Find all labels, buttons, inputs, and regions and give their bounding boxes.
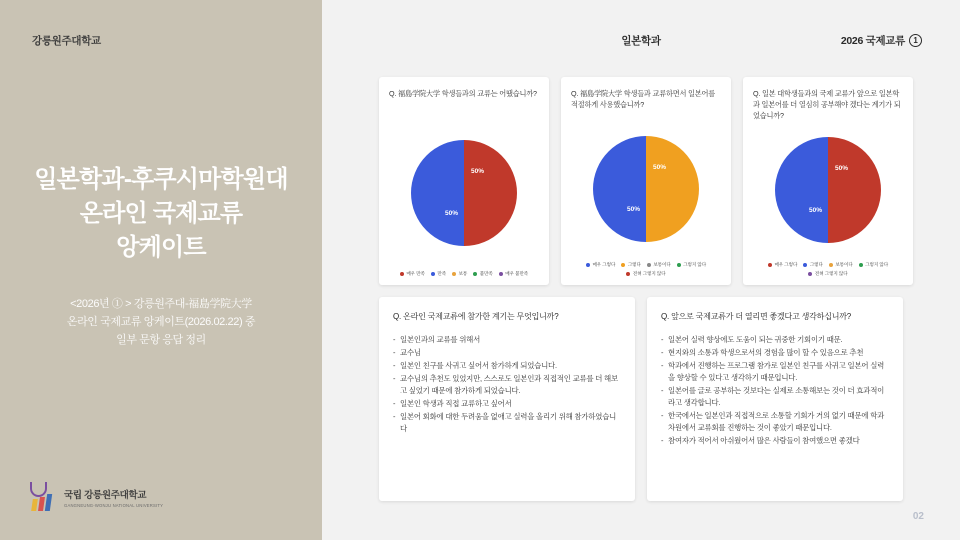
list-item: - 참여자가 적어서 아쉬웠어서 많은 사람들이 참여했으면 좋겠다 <box>661 435 889 447</box>
legend-item <box>829 262 853 268</box>
legend-label: 불만족 <box>479 271 493 276</box>
legend-label: 매우 그렇다 <box>592 262 616 267</box>
page-subtitle-line2: 온라인 국제교류 앙케이트(2026.02.22) 중 <box>66 315 256 328</box>
text-card-question: Q. 온라인 국제교류에 참가한 계기는 무엇입니까? <box>393 312 559 321</box>
header-right-title: 2026 국제교류 <box>840 35 905 47</box>
legend-label: 그렇다 <box>809 262 823 267</box>
pie-slice-label: 50% <box>445 210 459 217</box>
pie-shape <box>775 137 881 243</box>
list-item: - 교수님의 추천도 있었지만, 스스로도 일본인과 직접적인 교류를 더 해보고 싶었기 때문에 참가하게 되었습니다. <box>393 373 621 397</box>
legend-item <box>808 271 847 277</box>
legend-item <box>499 271 528 277</box>
pie-slice-label: 50% <box>627 205 641 213</box>
list-item: - 일본어 실력 향상에도 도움이 되는 귀중한 기회이기 때문. <box>661 334 889 346</box>
legend-item <box>803 262 823 268</box>
legend-item <box>768 262 797 268</box>
header-bar <box>322 33 960 49</box>
pie-chart <box>753 121 903 258</box>
list-item: - 학과에서 진행하는 프로그램 참가로 일본인 친구를 사귀고 일본어 실력을 향상할 수 있다고 생각하기 때문입니다. <box>661 360 889 384</box>
text-cards-row <box>379 297 903 501</box>
list-item: - 현지와의 소통과 학생으로서의 경험을 많이 할 수 있음으로 추천 <box>661 347 889 359</box>
legend-item <box>626 271 665 277</box>
chart-legend <box>571 258 721 277</box>
chart-legend <box>753 258 903 277</box>
legend-label: 매우 만족 <box>406 271 425 276</box>
text-card <box>379 297 635 501</box>
chart-legend <box>389 267 539 277</box>
list-item: - 한국에서는 일본인과 직접적으로 소통할 기회가 거의 없기 때문에 학과 차원에서 교류회를 진행하는 것이 좋았기 때문입니다. <box>661 410 889 434</box>
chart-question: Q. 福島学院大学 학생들과 교류하면서 일본어를 적절하게 사용했습니까? <box>571 89 715 109</box>
text-card <box>647 297 903 501</box>
legend-label: 매우 그렇다 <box>774 262 798 267</box>
chart-card <box>561 77 731 285</box>
list-item: - 일본인 학생과 직접 교류하고 싶어서 <box>393 398 621 410</box>
page-subtitle <box>0 296 322 349</box>
left-panel <box>0 0 322 540</box>
list-item: - 일본어 회화에 대한 두려움을 없애고 실력을 올리기 위해 참가하였습니다 <box>393 411 621 435</box>
page-title <box>0 163 322 265</box>
answer-list <box>661 334 889 447</box>
legend-label: 전혀 그렇지 않다 <box>632 271 666 276</box>
legend-label: 그렇지 않다 <box>865 262 889 267</box>
list-item: - 일본인 친구를 사귀고 싶어서 참가하게 되었습니다. <box>393 360 621 372</box>
legend-label: 만족 <box>437 271 447 276</box>
list-item: - 일본인과의 교류를 위해서 <box>393 334 621 346</box>
legend-label: 보통 <box>458 271 468 276</box>
text-card-question: Q. 앞으로 국제교류가 더 열리면 좋겠다고 생각하십니까? <box>661 312 852 321</box>
legend-item <box>400 271 425 277</box>
pie-shape <box>411 140 517 246</box>
university-label: 강릉원주대학교 <box>32 35 101 47</box>
list-item: - 교수님 <box>393 347 621 359</box>
header-center-title: 일본학과 <box>621 35 661 47</box>
page-title-line3: 앙케이트 <box>116 234 206 262</box>
page-title-line2: 온라인 국제교류 <box>79 200 243 228</box>
chart-cards-row <box>379 77 913 285</box>
legend-item <box>452 271 467 277</box>
legend-label: 전혀 그렇지 않다 <box>814 271 848 276</box>
pie-chart <box>389 119 539 267</box>
legend-item <box>647 262 671 268</box>
footer-logo-ko: 국립 강릉원주대학교 <box>64 489 147 501</box>
list-item: - 일본어를 글로 공부하는 것보다는 실제로 소통해보는 것이 더 효과적이라고 생각합니다. <box>661 385 889 409</box>
legend-item <box>586 262 615 268</box>
footer-logo-en: GANGNEUNG-WONJU NATIONAL UNIVERSITY <box>64 502 164 508</box>
legend-item <box>473 271 493 277</box>
legend-label: 보통이다 <box>835 262 853 267</box>
page-subtitle-line1: <2026년 ① > 강릉원주대-福島学院大学 <box>70 298 252 310</box>
pie-chart <box>571 119 721 258</box>
pie-slice-label: 50% <box>809 206 823 214</box>
footer-logo <box>30 482 163 512</box>
page-number: 02 <box>912 511 924 522</box>
page-title-line1: 일본학과-후쿠시마학원대 <box>34 166 288 193</box>
legend-label: 보통이다 <box>653 262 671 267</box>
legend-label: 그렇지 않다 <box>683 262 707 267</box>
answer-list <box>393 334 621 435</box>
chart-card <box>743 77 913 285</box>
legend-item <box>859 262 888 268</box>
header-right <box>841 33 922 48</box>
university-logo-icon <box>30 482 56 512</box>
pie-slice-label: 50% <box>653 163 667 171</box>
right-content <box>322 0 960 540</box>
legend-label: 그렇다 <box>627 262 641 267</box>
pie-slice-label: 50% <box>835 164 849 172</box>
legend-item <box>677 262 706 268</box>
chart-card <box>379 77 549 285</box>
header-right-badge: 1 <box>909 34 922 47</box>
page-subtitle-line3: 일부 문항 응답 정리 <box>116 333 206 346</box>
chart-question: Q. 福島学院大学 학생들과의 교류는 어땠습니까? <box>389 89 537 98</box>
pie-shape <box>593 136 699 242</box>
legend-label: 매우 불만족 <box>505 271 529 276</box>
pie-slice-label: 50% <box>471 168 485 175</box>
legend-item <box>431 271 446 277</box>
chart-question: Q. 일본 대학생들과의 국제 교류가 앞으로 일본학과 일본어를 더 열심히 공부해야 겠다는 계기가 되었습니까? <box>753 89 901 120</box>
legend-item <box>621 262 641 268</box>
